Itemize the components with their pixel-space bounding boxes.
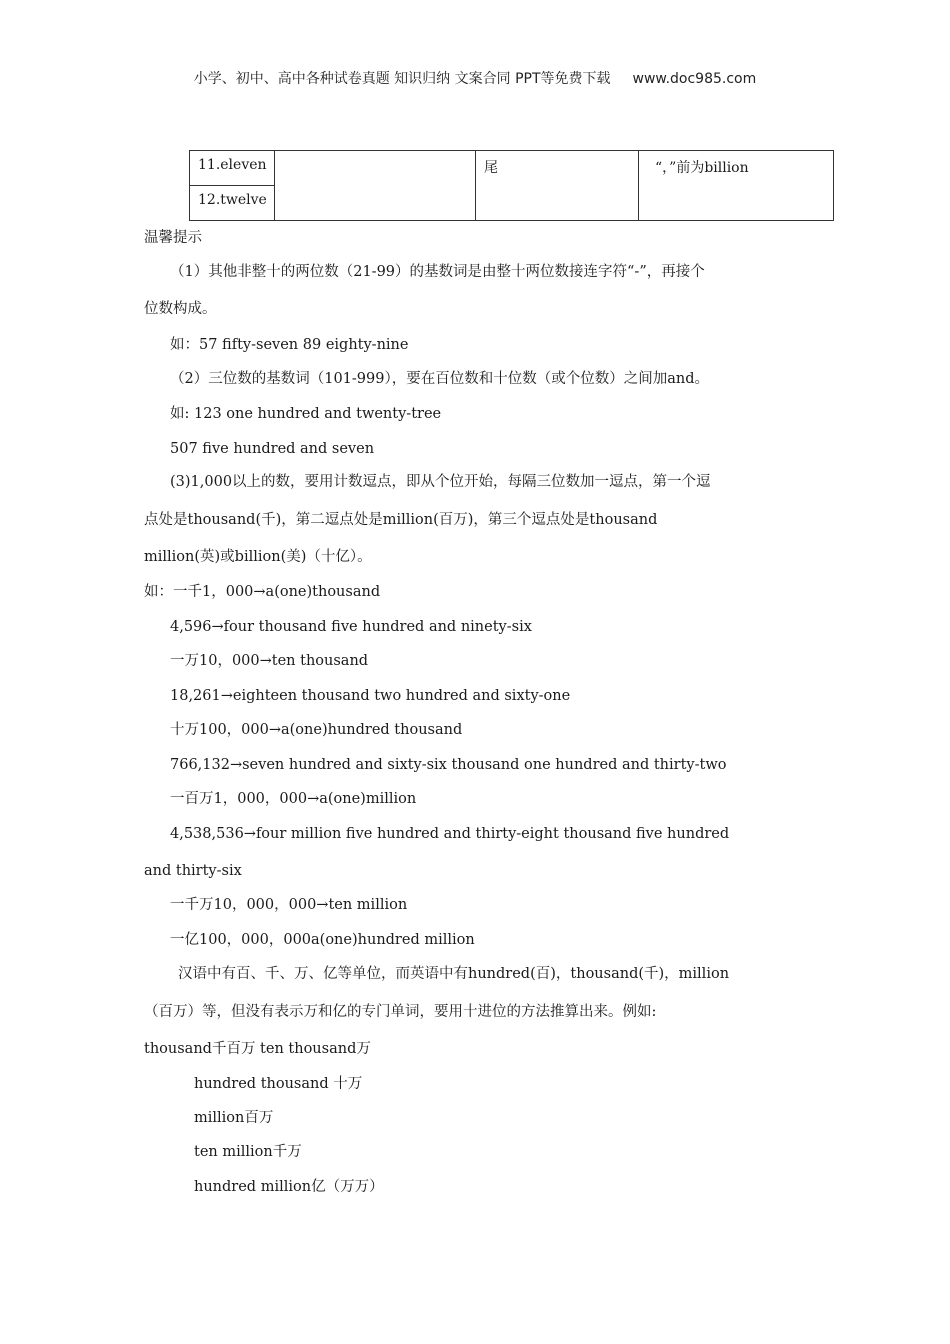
paragraph-line: （1）其他非整十的两位数（21-99）的基数词是由整十两位数接连字符“-”，再接个 <box>170 264 705 280</box>
number-table <box>189 150 834 221</box>
paragraph-line: 汉语中有百、千、万、亿等单位，而英语中有hundred(百)，thousand(千)，million <box>178 966 730 982</box>
paragraph-line: million(英)或billion(美)（十亿）。 <box>144 549 372 565</box>
example-line: and thirty-six <box>144 863 242 879</box>
example-line: 十万100，000→a(one)hundred thousand <box>170 722 463 738</box>
example-line: 507 five hundred and seven <box>170 441 375 457</box>
table-cell-empty <box>275 151 476 221</box>
example-line: 4,538,536→four million five hundred and thirty-eight thousand five hundred <box>170 826 730 842</box>
example-line: 如：一千1，000→a(one)thousand <box>144 584 381 600</box>
example-line: 一千万10，000，000→ten million <box>170 897 408 913</box>
example-line: 如: 123 one hundred and twenty-tree <box>170 406 442 422</box>
page-header <box>0 68 950 88</box>
table-cell-tail: 尾 <box>476 151 639 221</box>
paragraph-line: (3)1,000以上的数，要用计数逗点，即从个位开始，每隔三位数加一逗点，第一个逗 <box>170 474 711 490</box>
example-line: 一亿100，000，000a(one)hundred million <box>170 932 475 948</box>
example-line: 4,596→four thousand five hundred and ninety-six <box>170 619 532 635</box>
table-cell-eleven: 11.eleven <box>190 151 275 186</box>
unit-line: ten million千万 <box>194 1144 302 1160</box>
header-site-link[interactable]: www.doc985.com <box>632 71 757 87</box>
unit-line: million百万 <box>194 1110 274 1126</box>
paragraph-line: （2）三位数的基数词（101-999），要在百位数和十位数（或个位数）之间加and。 <box>170 371 709 387</box>
example-line: 766,132→seven hundred and sixty-six thousand one hundred and thirty-two <box>170 757 727 773</box>
paragraph-line: 点处是thousand(千)，第二逗点处是million(百万)，第三个逗点处是thousand <box>144 512 658 528</box>
tip-title: 温馨提示 <box>144 230 202 246</box>
unit-line: hundred thousand 十万 <box>194 1076 363 1092</box>
example-line: 如：57 fifty-seven 89 eighty-nine <box>170 337 409 353</box>
header-text: 小学、初中、高中各种试卷真题 知识归纳 文案合同 PPT等免费下载 <box>193 71 611 87</box>
unit-line: thousand千百万 ten thousand万 <box>144 1041 371 1057</box>
example-line: 一百万1，000，000→a(one)million <box>170 791 417 807</box>
example-line: 一万10，000→ten thousand <box>170 653 369 669</box>
table-row <box>190 151 834 186</box>
paragraph-line: （百万）等，但没有表示万和亿的专门单词，要用十进位的方法推算出来。例如: <box>144 1004 657 1020</box>
unit-line: hundred million亿（万万） <box>194 1179 384 1195</box>
table-cell-twelve: 12.twelve <box>190 186 275 221</box>
example-line: 18,261→eighteen thousand two hundred and sixty-one <box>170 688 571 704</box>
table-cell-billion: “，”前为billion <box>639 151 834 221</box>
paragraph-line: 位数构成。 <box>144 301 217 317</box>
